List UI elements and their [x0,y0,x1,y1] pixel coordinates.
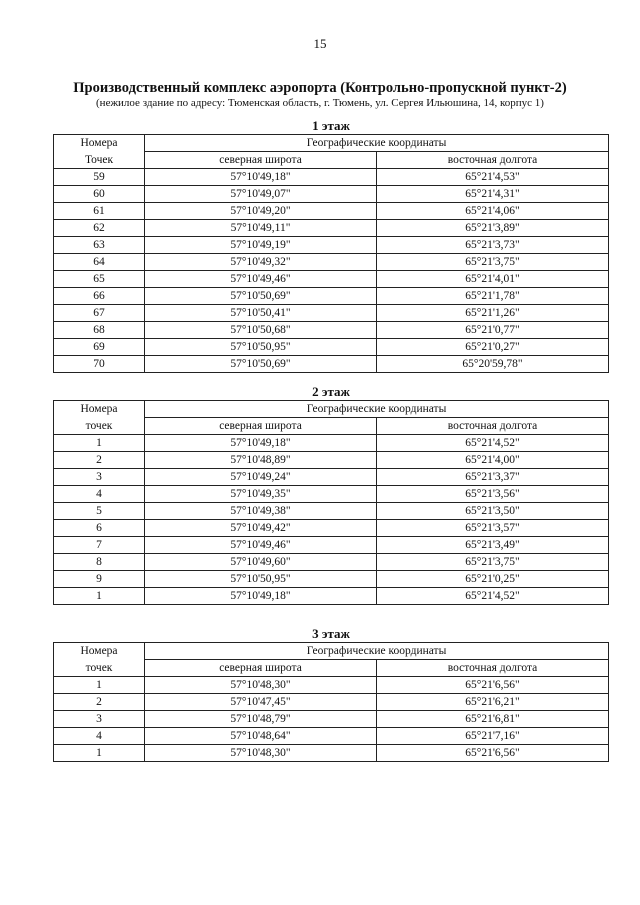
latitude-cell: 57°10'48,89" [145,452,377,469]
floor-heading: 2 этаж [312,384,350,399]
latitude-cell: 57°10'50,69" [145,356,377,373]
latitude-cell: 57°10'50,95" [145,339,377,356]
table-row [54,339,609,356]
latitude-cell: 57°10'47,45" [145,694,377,711]
latitude-cell: 57°10'50,69" [145,288,377,305]
point-number-cell: 6 [54,520,145,537]
point-number-cell: 8 [54,554,145,571]
floor-heading: 1 этаж [312,118,350,133]
point-number-cell: 3 [54,711,145,728]
header-points: точек [54,660,145,677]
table-body [54,435,609,605]
latitude-cell: 57°10'49,11" [145,220,377,237]
longitude-cell: 65°20'59,78" [377,356,609,373]
coordinates-table [53,642,609,762]
latitude-cell: 57°10'49,19" [145,237,377,254]
floor-1-section [53,117,609,373]
table-row [54,677,609,694]
latitude-cell: 57°10'49,60" [145,554,377,571]
latitude-cell: 57°10'48,30" [145,677,377,694]
point-number-cell: 66 [54,288,145,305]
longitude-cell: 65°21'1,78" [377,288,609,305]
floor-2-section [53,383,609,605]
latitude-cell: 57°10'49,07" [145,186,377,203]
table-row [54,503,609,520]
longitude-cell: 65°21'1,26" [377,305,609,322]
header-longitude: восточная долгота [377,152,609,169]
header-points: Точек [54,152,145,169]
point-number-cell: 65 [54,271,145,288]
point-number-cell: 7 [54,537,145,554]
longitude-cell: 65°21'3,49" [377,537,609,554]
table-row [54,288,609,305]
latitude-cell: 57°10'49,18" [145,169,377,186]
header-latitude: северная широта [145,152,377,169]
latitude-cell: 57°10'49,42" [145,520,377,537]
longitude-cell: 65°21'3,75" [377,554,609,571]
table-row [54,728,609,745]
longitude-cell: 65°21'3,73" [377,237,609,254]
latitude-cell: 57°10'49,35" [145,486,377,503]
latitude-cell: 57°10'49,46" [145,271,377,288]
longitude-cell: 65°21'4,01" [377,271,609,288]
table-row [54,271,609,288]
table-row [54,220,609,237]
table-row [54,745,609,762]
latitude-cell: 57°10'50,41" [145,305,377,322]
longitude-cell: 65°21'6,81" [377,711,609,728]
point-number-cell: 2 [54,452,145,469]
table-row [54,469,609,486]
longitude-cell: 65°21'3,50" [377,503,609,520]
point-number-cell: 1 [54,745,145,762]
latitude-cell: 57°10'49,20" [145,203,377,220]
table-row [54,588,609,605]
floor-heading: 3 этаж [312,626,350,641]
point-number-cell: 4 [54,486,145,503]
latitude-cell: 57°10'49,46" [145,537,377,554]
latitude-cell: 57°10'49,38" [145,503,377,520]
point-number-cell: 59 [54,169,145,186]
table-row [54,435,609,452]
point-number-cell: 61 [54,203,145,220]
document-subtitle: (нежилое здание по адресу: Тюменская область, г. Тюмень, ул. Сергея Ильюшина, 14, корпус 1) [96,97,544,109]
table-row [54,169,609,186]
longitude-cell: 65°21'4,31" [377,186,609,203]
point-number-cell: 2 [54,694,145,711]
document-title: Производственный комплекс аэропорта (Контрольно-пропускной пункт-2) [73,80,567,96]
table-body [54,169,609,373]
latitude-cell: 57°10'48,79" [145,711,377,728]
table-row [54,520,609,537]
longitude-cell: 65°21'4,52" [377,588,609,605]
table-row [54,237,609,254]
longitude-cell: 65°21'3,56" [377,486,609,503]
longitude-cell: 65°21'4,52" [377,435,609,452]
point-number-cell: 1 [54,588,145,605]
page-number: 15 [313,36,327,51]
coordinates-table [53,400,609,605]
longitude-cell: 65°21'0,77" [377,322,609,339]
point-number-cell: 1 [54,435,145,452]
latitude-cell: 57°10'48,64" [145,728,377,745]
latitude-cell: 57°10'50,68" [145,322,377,339]
point-number-cell: 1 [54,677,145,694]
latitude-cell: 57°10'50,95" [145,571,377,588]
header-geo-coordinates: Географические координаты [145,643,609,660]
header-number: Номера [54,135,145,152]
header-number: Номера [54,643,145,660]
table-row [54,254,609,271]
longitude-cell: 65°21'4,06" [377,203,609,220]
table-row [54,186,609,203]
header-geo-coordinates: Географические координаты [145,401,609,418]
header-points: точек [54,418,145,435]
table-row [54,452,609,469]
table-row [54,322,609,339]
latitude-cell: 57°10'49,18" [145,588,377,605]
longitude-cell: 65°21'3,89" [377,220,609,237]
floor-3-section [53,625,609,762]
longitude-cell: 65°21'0,25" [377,571,609,588]
longitude-cell: 65°21'7,16" [377,728,609,745]
point-number-cell: 70 [54,356,145,373]
table-row [54,711,609,728]
table-row [54,571,609,588]
latitude-cell: 57°10'48,30" [145,745,377,762]
header-latitude: северная широта [145,418,377,435]
point-number-cell: 5 [54,503,145,520]
point-number-cell: 64 [54,254,145,271]
point-number-cell: 60 [54,186,145,203]
header-longitude: восточная долгота [377,660,609,677]
longitude-cell: 65°21'6,56" [377,677,609,694]
point-number-cell: 62 [54,220,145,237]
longitude-cell: 65°21'6,56" [377,745,609,762]
coordinates-table [53,134,609,373]
table-row [54,694,609,711]
table-row [54,203,609,220]
point-number-cell: 67 [54,305,145,322]
longitude-cell: 65°21'3,37" [377,469,609,486]
point-number-cell: 63 [54,237,145,254]
header-number: Номера [54,401,145,418]
table-row [54,486,609,503]
point-number-cell: 68 [54,322,145,339]
table-row [54,554,609,571]
latitude-cell: 57°10'49,32" [145,254,377,271]
header-geo-coordinates: Географические координаты [145,135,609,152]
table-body [54,677,609,762]
longitude-cell: 65°21'0,27" [377,339,609,356]
table-row [54,305,609,322]
table-row [54,356,609,373]
point-number-cell: 69 [54,339,145,356]
point-number-cell: 9 [54,571,145,588]
longitude-cell: 65°21'4,00" [377,452,609,469]
longitude-cell: 65°21'3,75" [377,254,609,271]
point-number-cell: 4 [54,728,145,745]
point-number-cell: 3 [54,469,145,486]
longitude-cell: 65°21'3,57" [377,520,609,537]
longitude-cell: 65°21'4,53" [377,169,609,186]
table-row [54,537,609,554]
latitude-cell: 57°10'49,24" [145,469,377,486]
longitude-cell: 65°21'6,21" [377,694,609,711]
header-longitude: восточная долгота [377,418,609,435]
header-latitude: северная широта [145,660,377,677]
latitude-cell: 57°10'49,18" [145,435,377,452]
